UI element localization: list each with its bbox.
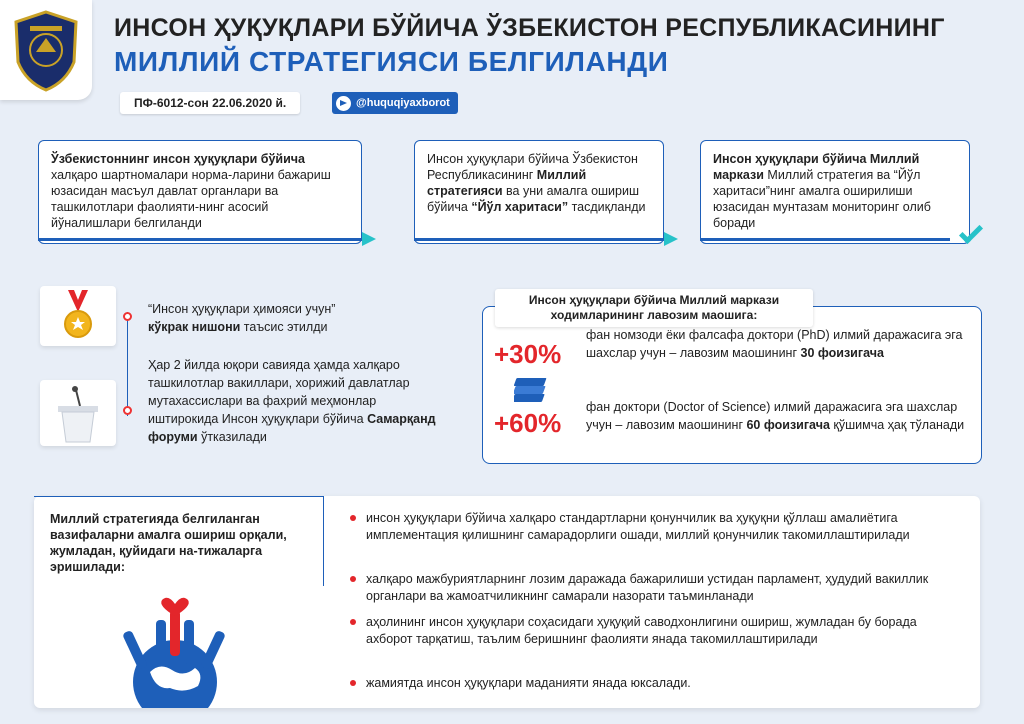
percent-30: +30% — [494, 339, 562, 369]
podium-icon — [40, 380, 116, 446]
arrow-right-icon — [362, 232, 376, 246]
result-item: халқаро мажбуриятларнинг лозим даражада бажарилиши устидан парламент, ҳудудий вакиллик органлари ва жамоатчиликнинг самарали назорати таъминланади — [350, 571, 960, 605]
result-item: аҳолининг инсон ҳуқуқлари соҳасидаги ҳуқуқий саводхонлигини ошириш, жумладан бу борада ахборот тарқатиш, таълим беришнинг фаолияти янада такомиллаштирилади — [350, 614, 960, 648]
title-line-1: ИНСОН ҲУҚУҚЛАРИ БЎЙИЧА ЎЗБЕКИСТОН РЕСПУБЛИКАСИНИНГ — [114, 14, 945, 42]
step-card-1 — [38, 140, 362, 244]
salary-item-2: фан доктори (Doctor of Science) илмий даражасига эга шахслар учун – лавозим маошининг 60 фоизигача қўшимча ҳақ тўланади — [586, 400, 965, 432]
hands-globe-icon — [100, 590, 250, 708]
medal-icon — [40, 286, 116, 346]
results-heading: Миллий стратегияда белгиланган вазифаларни амалга ошириш орқали, жумладан, қуйидаги на-тижаларга эришилади: — [34, 496, 324, 586]
bullet-dot — [123, 406, 132, 415]
decree-badge: ПФ-6012-сон 22.06.2020 й. — [120, 92, 300, 114]
telegram-icon — [336, 96, 351, 111]
title-line-2: МИЛЛИЙ СТРАТЕГИЯСИ БЕЛГИЛАНДИ — [114, 46, 669, 77]
result-item: инсон ҳуқуқлари бўйича халқаро стандартларни қонунчилик ва ҳуқуқни қўллаш амалиётига имплементация қилишнинг самарадорлиги ошади, миллий қонунчилик такомиллаштирилади — [350, 510, 960, 544]
money-stack-icon — [514, 374, 554, 404]
step-1-text: халқаро шартномалари норма-ларини бажариш юзасидан масъул давлат органлари ва ташкилотлари фаолияти-нинг асосий йўналишлари белгиланди — [51, 168, 331, 230]
timeline-line — [414, 238, 664, 241]
result-item: жамиятда инсон ҳуқуқлари маданияти янада юксалади. — [350, 675, 960, 692]
percent-60: +60% — [494, 408, 562, 438]
timeline-line — [700, 238, 950, 241]
bullet-dot — [123, 312, 132, 321]
emblem-icon — [0, 0, 92, 100]
achievement-1: “Инсон ҳуқуқлари ҳимояси учун” кўкрак нишони таъсис этилди — [148, 302, 336, 334]
logo — [0, 0, 92, 100]
achievement-2: Ҳар 2 йилда юқори савияда ҳамда халқаро ташкилотлар вакиллари, хорижий давлатлар мутахассислари ва фахрий меҳмонлар иштирокида Инсон ҳуқуқлари бўйича Самарқанд форуми ўтказилади — [148, 358, 436, 444]
step-1-bold: Ўзбекистоннинг инсон ҳуқуқлари бўйича — [51, 152, 305, 166]
telegram-handle: @huquqiyaxborot — [356, 97, 450, 109]
step-card-2: Инсон ҳуқуқлари бўйича Ўзбекистон Республикасининг Миллий стратегияси ва уни амалга ошириш бўйича “Йўл харитаси” тасдиқланди — [414, 140, 664, 244]
telegram-link[interactable] — [332, 92, 458, 114]
step-card-3: Инсон ҳуқуқлари бўйича Миллий маркази Миллий стратегия ва “Йўл харитаси”нинг амалга оширилиши юзасидан мунтазам мониторинг олиб боради — [700, 140, 970, 244]
salary-heading: Инсон ҳуқуқлари бўйича Миллий маркази ходимларининг лавозим маошига: — [495, 289, 813, 327]
timeline-line — [38, 238, 362, 241]
salary-item-1: фан номзоди ёки фалсафа доктори (PhD) илмий даражасига эга шахслар учун – лавозим маошининг 30 фоизигача — [586, 328, 963, 360]
connector-line — [127, 312, 128, 416]
arrow-right-icon — [664, 232, 678, 246]
